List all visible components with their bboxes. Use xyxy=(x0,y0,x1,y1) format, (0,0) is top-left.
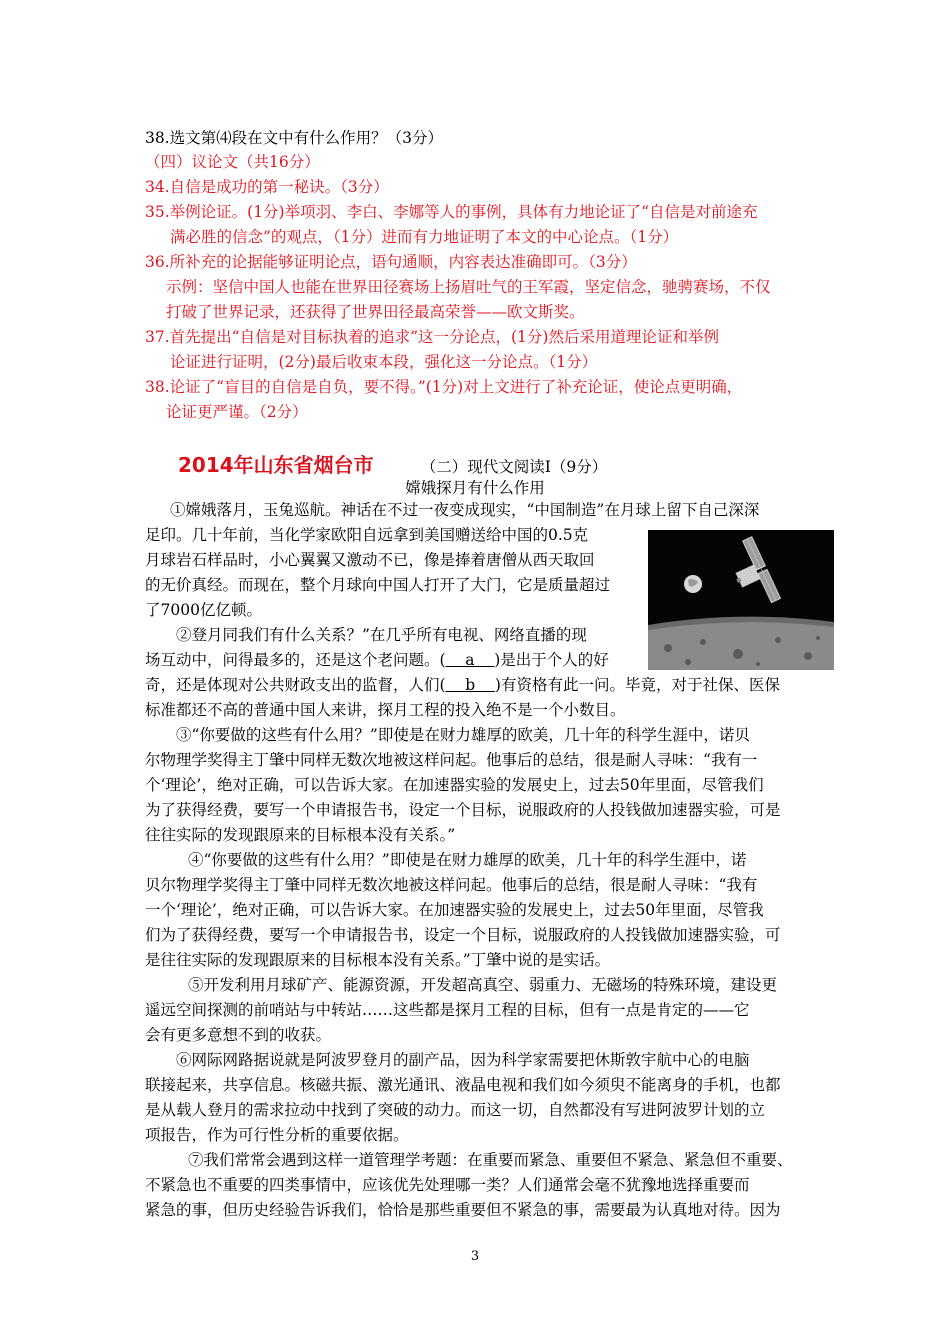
paragraph-line: ③“你要做的这些有什么用？”即使是在财力雄厚的欧美，几十年的科学生涯中，诺贝 xyxy=(176,726,750,744)
paragraph-line: ②登月同我们有什么关系？”在几乎所有电视、网络直播的现 xyxy=(176,626,587,644)
answer-line: 36.所补充的论据能够证明论点，语句通顺，内容表达准确即可。（3分） xyxy=(145,253,637,271)
paragraph-line: 联接起来，共享信息。核磁共振、激光通讯、液晶电视和我们如今须臾不能离身的手机，也都 xyxy=(145,1076,781,1094)
paragraph-line: 是往往实际的发现跟原来的目标根本没有关系。”丁肇中说的是实话。 xyxy=(145,951,611,969)
paragraph-line: 足印。几十年前，当化学家欧阳自远拿到美国赠送给中国的0.5克 xyxy=(145,526,589,544)
blank-a: a xyxy=(445,651,495,669)
answer-line: 38.选文第⑷段在文中有什么作用？（3分） xyxy=(145,129,444,147)
paragraph-line: 月球岩石样品时，小心翼翼又激动不已，像是捧着唐僧从西天取回 xyxy=(145,551,595,569)
paragraph-line xyxy=(145,648,609,672)
paragraph-line: 紧急的事，但历史经验告诉我们，恰恰是那些重要但不紧急的事，需要最为认真地对待。因为 xyxy=(145,1201,781,1219)
page-number: 3 xyxy=(470,1249,480,1264)
answer-line: 论证进行证明，(2分)最后收束本段，强化这一分论点。（1分） xyxy=(170,353,598,371)
blank-b: b xyxy=(445,676,495,694)
answer-line: 满必胜的信念”的观点，（1分）进而有力地证明了本文的中心论点。（1分） xyxy=(170,228,679,246)
answer-heading: （四）议论文（共16分） xyxy=(145,153,320,171)
paragraph-line: 遥远空间探测的前哨站与中转站……这些都是探月工程的目标，但有一点是肯定的——它 xyxy=(145,1001,750,1019)
answer-line: 34.自信是成功的第一秘诀。（3分） xyxy=(145,178,389,196)
text-segment: 场互动中，问得最多的，还是这个老问题。( xyxy=(145,651,446,669)
paragraph-line: 个‘理论’，绝对正确，可以告诉大家。在加速器实验的发展史上，过去50年里面，尽管我们 xyxy=(145,776,764,794)
text-segment: )有资格有此一问。毕竟，对于社保、医保 xyxy=(494,676,780,694)
paragraph-line: ①嫦娥落月，玉兔巡航。神话在不过一夜变成现实，“中国制造”在月球上留下自己深深 xyxy=(170,501,760,519)
text-segment: )是出于个人的好 xyxy=(494,651,609,669)
paragraph-line: 了7000亿亿顿。 xyxy=(145,601,262,619)
section-title: （二）现代文阅读Ⅰ（9分） xyxy=(420,458,608,476)
paragraph-line: 贝尔物理学奖得主丁肇中同样无数次地被这样问起。他事后的总结，很是耐人寻味：“我有 xyxy=(145,876,758,894)
paragraph-line: ⑥网际网路据说就是阿波罗登月的副产品，因为科学家需要把休斯敦宇航中心的电脑 xyxy=(176,1051,750,1069)
text-segment: 奇，还是体现对公共财政支出的监督，人们( xyxy=(145,676,446,694)
paragraph-line: 往往实际的发现跟原来的目标根本没有关系。” xyxy=(145,826,456,844)
exam-heading xyxy=(178,449,607,478)
answer-line: 打破了世界记录，还获得了世界田径最高荣誉——欧文斯奖。 xyxy=(166,303,585,321)
answer-line: 35.举例论证。(1分)举项羽、李白、李娜等人的事例，具体有力地论证了“自信是对前途充 xyxy=(145,203,758,221)
paragraph-line: 标准都还不高的普通中国人来讲，探月工程的投入绝不是一个小数目。 xyxy=(145,701,626,719)
paragraph-line xyxy=(145,673,780,697)
answer-line: 38.论证了“盲目的自信是自负，要不得。”(1分)对上文进行了补充论证，使论点更明确， xyxy=(145,378,743,396)
paragraph-line: 项报告，作为可行性分析的重要依据。 xyxy=(145,1126,409,1144)
paragraph-line: 们为了获得经费，要写一个申请报告书，设定一个目标，说服政府的人投钱做加速器实验，可 xyxy=(145,926,781,944)
moon-satellite-image xyxy=(648,530,834,670)
answer-line: 论证更严谨。（2分） xyxy=(166,403,308,421)
paragraph-line: 尔物理学奖得主丁肇中同样无数次地被这样问起。他事后的总结，很是耐人寻味：“我有一 xyxy=(145,751,758,769)
answer-line: 示例：坚信中国人也能在世界田径赛场上扬眉吐气的王军霞，坚定信念，驰骋赛场，不仅 xyxy=(166,278,771,296)
answer-line: 37.首先提出“自信是对目标执着的追求”这一分论点，(1分)然后采用道理论证和举例 xyxy=(145,328,719,346)
paragraph-line: 的无价真经。而现在，整个月球向中国人打开了大门，它是质量超过 xyxy=(145,576,611,594)
exam-title: 2014年山东省烟台市 xyxy=(178,453,374,477)
paragraph-line: 为了获得经费，要写一个申请报告书，设定一个目标，说服政府的人投钱做加速器实验，可是 xyxy=(145,801,781,819)
paragraph-line: ⑤开发利用月球矿产、能源资源，开发超高真空、弱重力、无磁场的特殊环境，建设更 xyxy=(188,976,778,994)
article-title: 嫦娥探月有什么作用 xyxy=(405,479,545,497)
paragraph-line: ⑦我们常常会遇到这样一道管理学考题：在重要而紧急、重要但不紧急、紧急但不重要、 xyxy=(188,1151,793,1169)
paragraph-line: ④“你要做的这些有什么用？”即使是在财力雄厚的欧美，几十年的科学生涯中，诺 xyxy=(188,851,747,869)
paragraph-line: 会有更多意想不到的收获。 xyxy=(145,1026,332,1044)
paragraph-line: 是从载人登月的需求拉动中找到了突破的动力。而这一切，自然都没有写进阿波罗计划的立 xyxy=(145,1101,766,1119)
paragraph-line: 不紧急也不重要的四类事情中，应该优先处理哪一类？人们通常会毫不犹豫地选择重要而 xyxy=(145,1176,750,1194)
paragraph-line: 一个‘理论’，绝对正确，可以告诉大家。在加速器实验的发展史上，过去50年里面，尽管我 xyxy=(145,901,764,919)
